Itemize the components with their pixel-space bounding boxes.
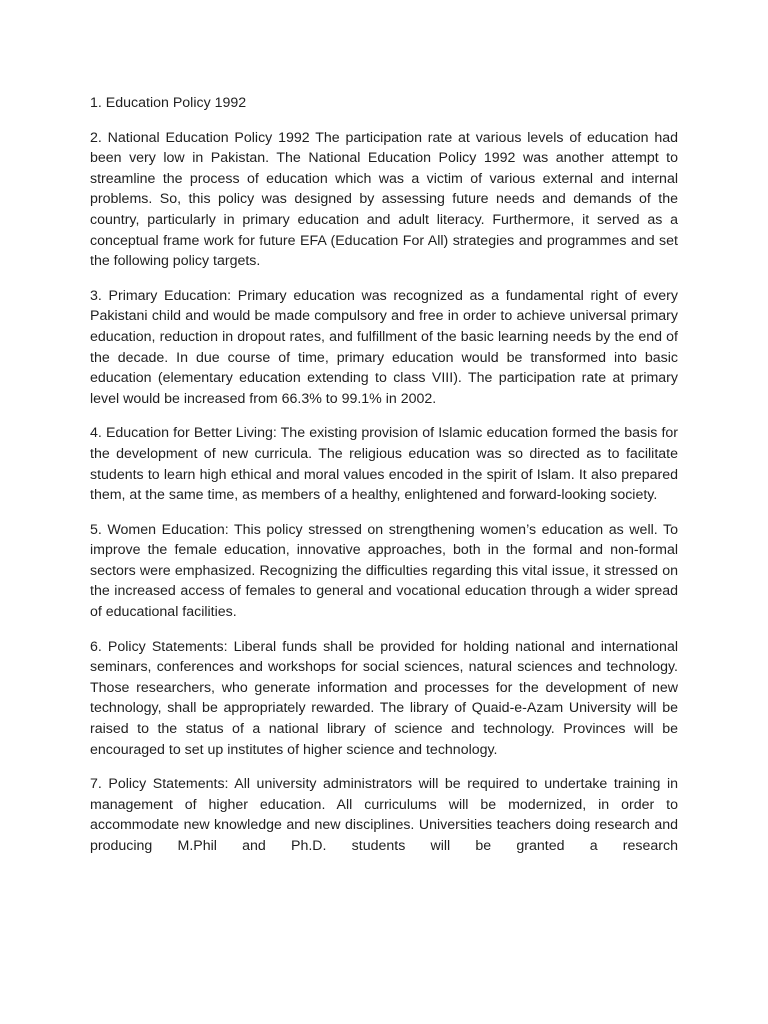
paragraph-national-education-policy: 2. National Education Policy 1992 The participation rate at various levels of education had been very low in Pakistan. The National Education Policy 1992 was another attempt to streamline the process of education which was a victim of various external and internal problems. So, this policy was designed by assessing future needs and demands of the country, particularly in primary education and adult literacy. Furthermore, it served as a conceptual frame work for future EFA (Education For All) strategies and programmes and set the following policy targets. (90, 129, 678, 270)
paragraph-primary-education: 3. Primary Education: Primary education was recognized as a fundamental right of every Pakistani child and would be made compulsory and free in order to achieve universal primary education, reduction in dropout rates, and fulfillment of the basic learning needs by the end of the decade. In due course of time, primary education would be transformed into basic education (elementary education extending to class VIII). The participation rate at primary level would be increased from 66.3% to 99.1% in 2002. (90, 287, 678, 407)
paragraph-heading: 1. Education Policy 1992 (90, 95, 247, 111)
paragraph-education-for-better-living: 4. Education for Better Living: The existing provision of Islamic education formed the basis for the development of new curricula. The religious education was so directed as to facilitate students to learn high ethical and moral values encoded in the spirit of Islam. It also prepared them, at the same time, as members of a healthy, enlightened and forward-looking society. (90, 425, 678, 504)
paragraph-women-education: 5. Women Education: This policy stressed on strengthening women’s education as well. To improve the female education, innovative approaches, both in the formal and non-formal sectors were emphasized. Recognizing the difficulties regarding this vital issue, it stressed on the increased access of females to general and vocational education through a wider spread of educational facilities. (90, 521, 678, 621)
paragraph-policy-statements-7: 7. Policy Statements: All university administrators will be required to undertake training in management of higher education. All curriculums will be modernized, in order to accommodate new knowledge and new disciplines. Universities teachers doing research and producing M.Phil and Ph.D. students will be granted a research (90, 776, 678, 854)
paragraph-policy-statements-6: 6. Policy Statements: Liberal funds shall be provided for holding national and international seminars, conferences and workshops for social sciences, natural sciences and technology. Those researchers, who generate information and processes for the development of new technology, shall be appropriately rewarded. The library of Quaid-e-Azam University will be raised to the status of a national library of science and technology. Provinces will be encouraged to set up institutes of higher science and technology. (90, 638, 678, 758)
